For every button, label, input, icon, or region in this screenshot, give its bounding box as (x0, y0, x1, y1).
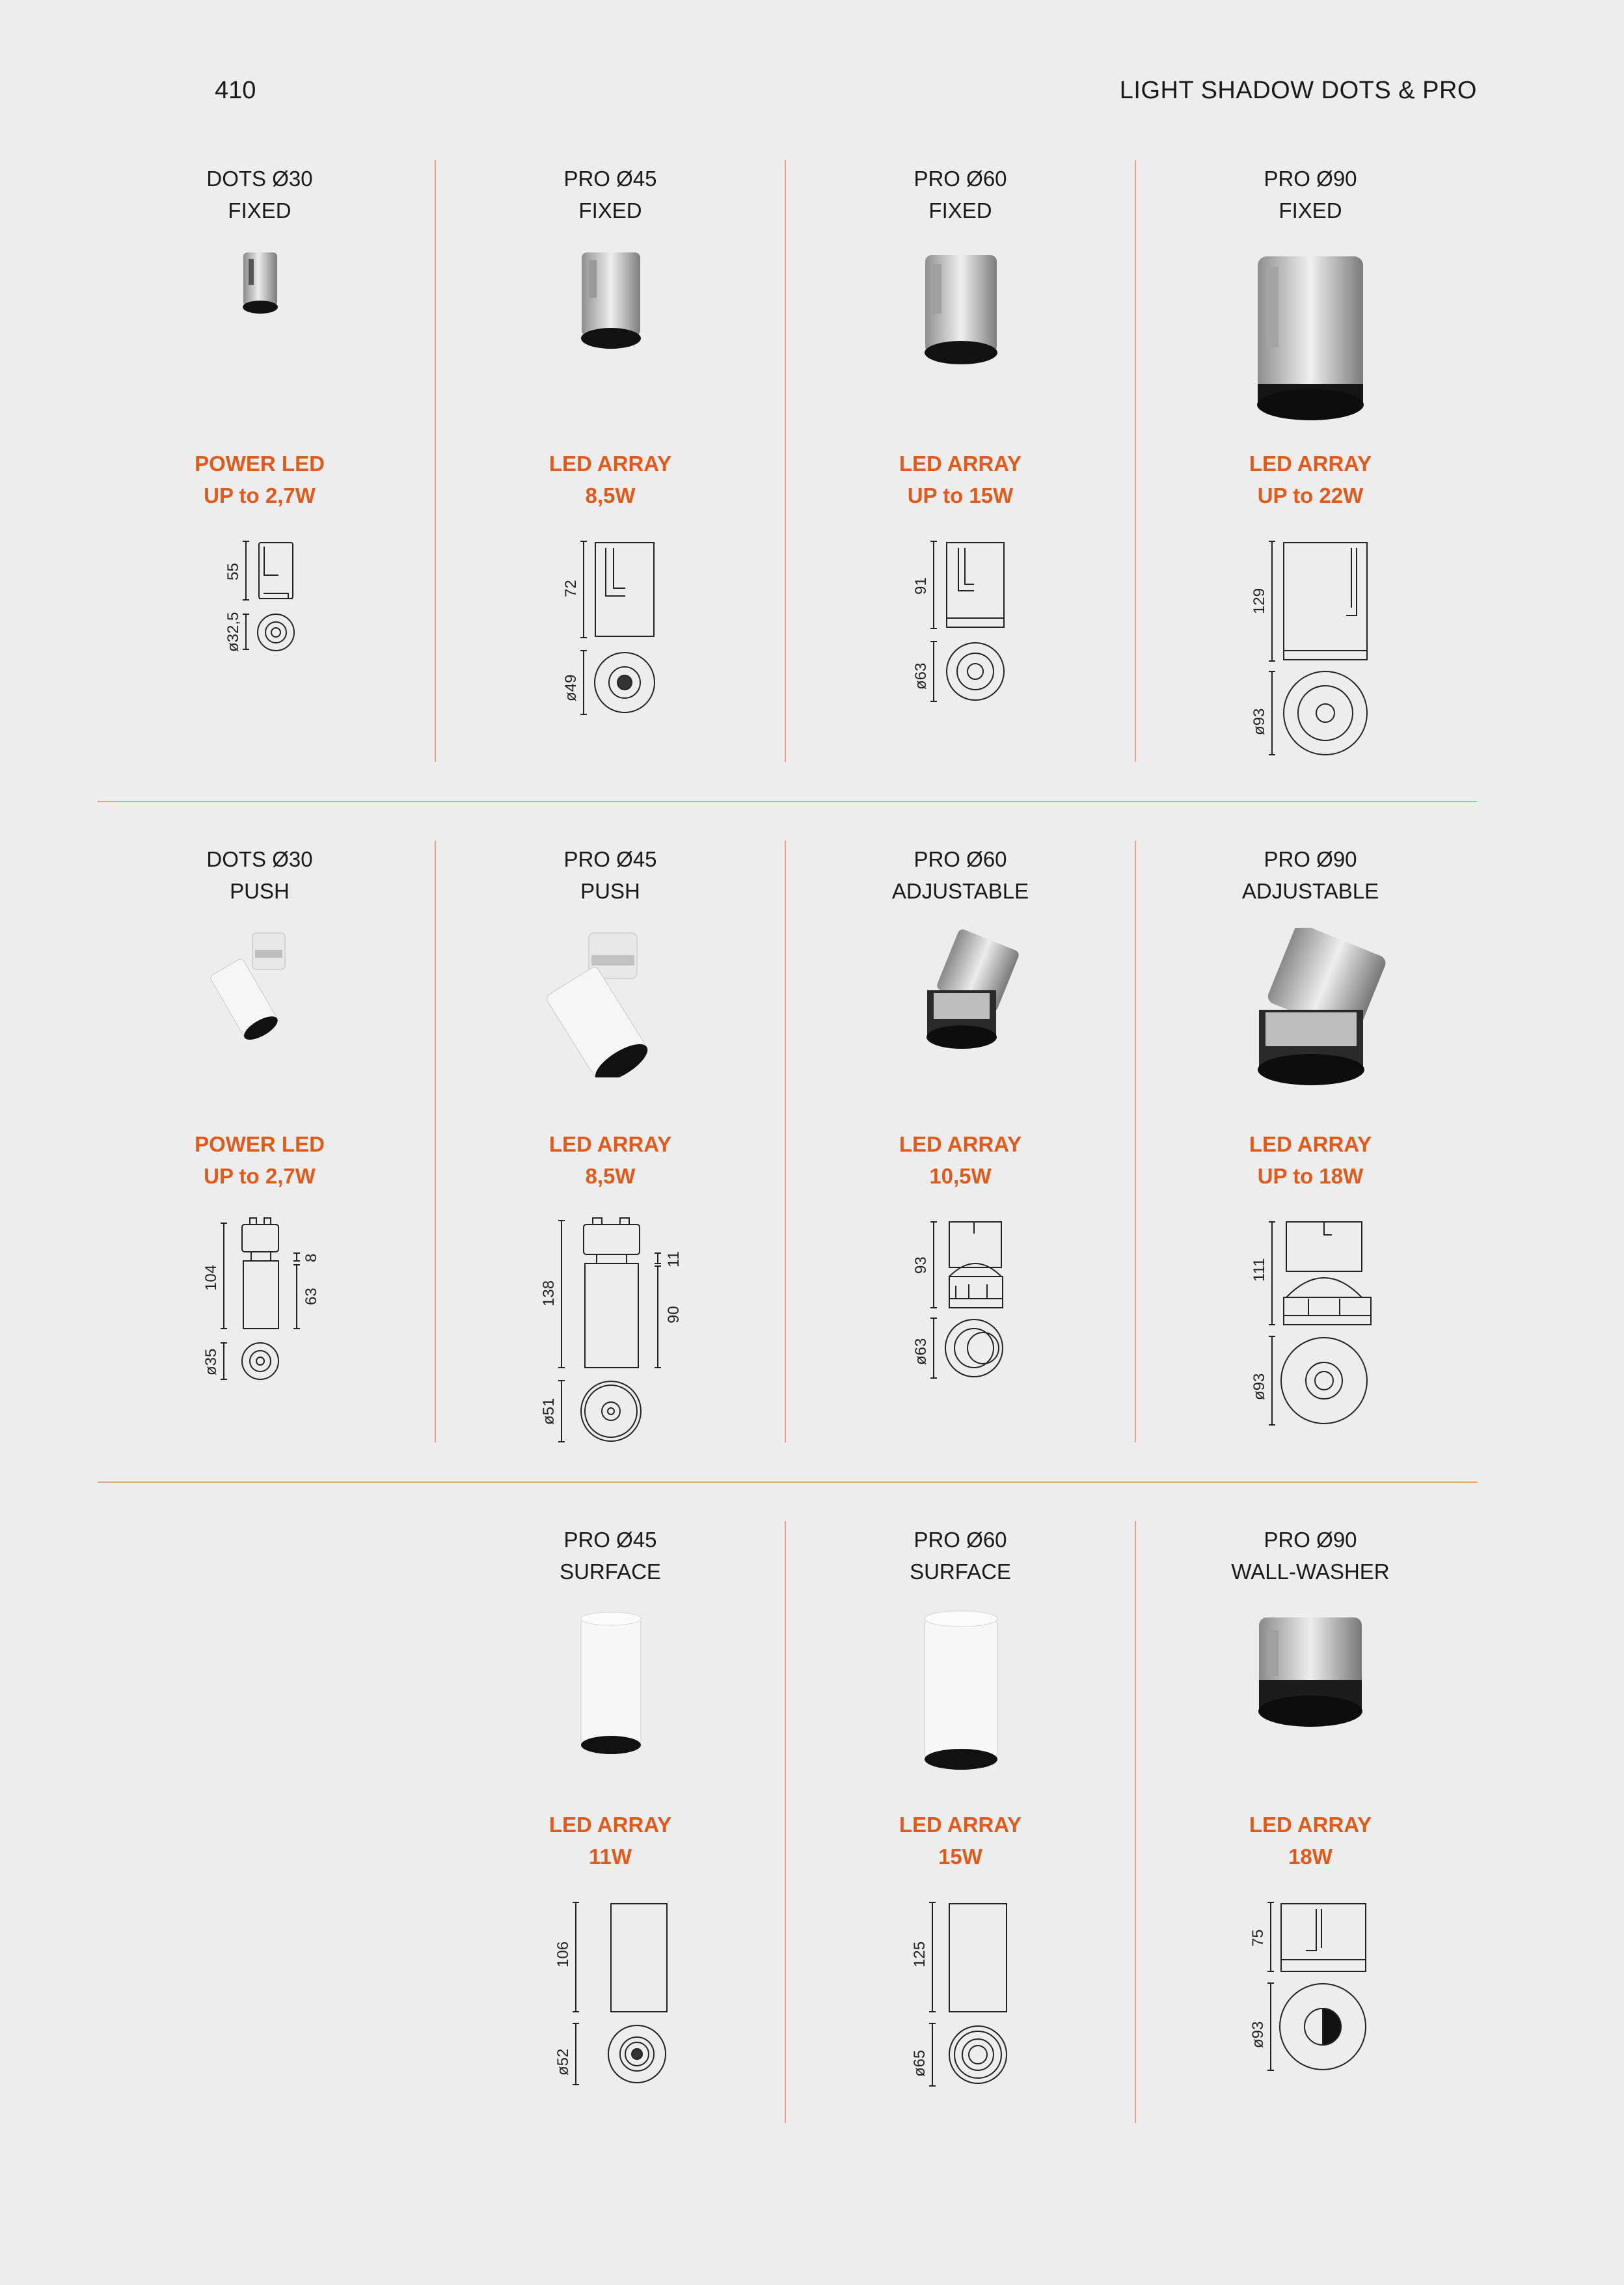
product-photo (85, 928, 435, 1051)
dim-body: 90 (665, 1306, 683, 1323)
product-pro90-adjustable (1135, 843, 1485, 1442)
dim-diameter: ø65 (911, 2049, 928, 2077)
spec-source: POWER LED (195, 452, 325, 476)
spec-power: 8,5W (585, 483, 636, 507)
dim-height: 106 (554, 1941, 572, 1967)
dim-diameter: ø49 (562, 674, 580, 701)
product-name: DOTS Ø30 (206, 847, 313, 871)
product-photo (1135, 1608, 1485, 1738)
spec-power: UP to 22W (1257, 483, 1364, 507)
product-pro45-push (435, 843, 785, 1442)
product-type: PUSH (580, 879, 640, 903)
technical-drawing (85, 534, 435, 703)
technical-drawing (435, 534, 785, 729)
product-pro90-wallwasher (1135, 1524, 1485, 2122)
dim-height: 104 (202, 1264, 220, 1291)
product-type: FIXED (228, 198, 291, 223)
product-photo (435, 247, 785, 351)
product-type: ADJUSTABLE (1241, 879, 1379, 903)
technical-drawing (1135, 1895, 1485, 2096)
product-name: PRO Ø60 (914, 167, 1007, 191)
product-photo (785, 1608, 1135, 1771)
dim-diameter: ø93 (1249, 2021, 1267, 2048)
spec-power: UP to 18W (1257, 1164, 1364, 1188)
product-pro60-surface (785, 1524, 1135, 2122)
dim-top: 11 (665, 1251, 683, 1267)
product-pro60-adjustable (785, 843, 1135, 1442)
spec-power: UP to 2,7W (204, 483, 316, 507)
spec-source: LED ARRAY (1249, 1813, 1372, 1837)
page-number: 410 (215, 77, 256, 104)
product-name: PRO Ø90 (1264, 847, 1357, 871)
product-photo (435, 928, 785, 1077)
spec-source: LED ARRAY (548, 452, 672, 476)
product-name: PRO Ø60 (914, 847, 1007, 871)
product-pro45-surface (435, 1524, 785, 2122)
technical-drawing (785, 1895, 1135, 2109)
product-photo (785, 928, 1135, 1058)
dim-diameter: ø93 (1251, 1373, 1268, 1400)
technical-drawing (435, 1895, 785, 2103)
dim-height: 125 (911, 1941, 928, 1967)
dim-diameter: ø52 (554, 2048, 572, 2075)
dim-height: 129 (1251, 588, 1268, 614)
technical-drawing (785, 534, 1135, 729)
spec-power: UP to 2,7W (204, 1164, 316, 1188)
product-type: WALL-WASHER (1231, 1560, 1390, 1584)
product-name: PRO Ø45 (563, 167, 657, 191)
product-type: SURFACE (560, 1560, 661, 1584)
row-divider (98, 1481, 1477, 1483)
spec-power: 11W (588, 1845, 632, 1869)
product-photo (435, 1608, 785, 1758)
spec-source: LED ARRAY (899, 1132, 1022, 1156)
product-name: PRO Ø45 (563, 847, 657, 871)
product-name: DOTS Ø30 (206, 167, 313, 191)
technical-drawing (1135, 1214, 1485, 1435)
dim-height: 93 (912, 1256, 930, 1274)
product-dots30-push (85, 843, 435, 1442)
product-pro90-fixed (1135, 163, 1485, 761)
product-pro45-fixed (435, 163, 785, 761)
product-photo (85, 247, 435, 325)
dim-height: 55 (224, 563, 242, 580)
technical-drawing (435, 1214, 785, 1448)
product-name: PRO Ø90 (1264, 1528, 1357, 1552)
spec-source: LED ARRAY (1249, 1132, 1372, 1156)
dim-top: 8 (303, 1253, 320, 1262)
dim-height: 111 (1251, 1258, 1268, 1282)
spec-power: UP to 15W (907, 483, 1014, 507)
spec-source: LED ARRAY (899, 452, 1022, 476)
product-type: FIXED (578, 198, 642, 223)
spec-source: LED ARRAY (548, 1132, 672, 1156)
dim-height: 91 (912, 577, 930, 595)
product-name: PRO Ø90 (1264, 167, 1357, 191)
technical-drawing (1135, 534, 1485, 761)
product-name: PRO Ø45 (563, 1528, 657, 1552)
dim-diameter: ø63 (912, 662, 930, 690)
product-type: FIXED (928, 198, 992, 223)
dim-diameter: ø63 (912, 1338, 930, 1365)
spec-source: LED ARRAY (1249, 452, 1372, 476)
spec-source: LED ARRAY (899, 1813, 1022, 1837)
product-photo (1135, 247, 1485, 423)
product-photo (785, 247, 1135, 364)
product-type: ADJUSTABLE (891, 879, 1029, 903)
dim-diameter: ø93 (1251, 708, 1268, 735)
dim-height: 138 (540, 1280, 558, 1306)
dim-height: 72 (562, 580, 580, 597)
spec-source: POWER LED (195, 1132, 325, 1156)
product-type: PUSH (230, 879, 290, 903)
product-type: FIXED (1279, 198, 1342, 223)
dim-diameter: ø51 (540, 1398, 558, 1425)
spec-power: 10,5W (929, 1164, 992, 1188)
technical-drawing (785, 1214, 1135, 1409)
dim-diameter: ø32,5 (224, 612, 242, 652)
dim-diameter: ø35 (202, 1348, 220, 1375)
spec-source: LED ARRAY (548, 1813, 672, 1837)
row-divider (98, 801, 1477, 802)
page-title: LIGHT SHADOW DOTS & PRO (1119, 77, 1477, 104)
product-name: PRO Ø60 (914, 1528, 1007, 1552)
dim-body: 63 (303, 1288, 320, 1305)
spec-power: 15W (938, 1845, 982, 1869)
product-type: SURFACE (910, 1560, 1011, 1584)
spec-power: 18W (1288, 1845, 1333, 1869)
spec-power: 8,5W (585, 1164, 636, 1188)
product-pro60-fixed (785, 163, 1135, 761)
dim-height: 75 (1249, 1929, 1267, 1947)
product-photo (1135, 928, 1485, 1090)
technical-drawing (85, 1214, 435, 1409)
product-dots30-fixed (85, 163, 435, 761)
